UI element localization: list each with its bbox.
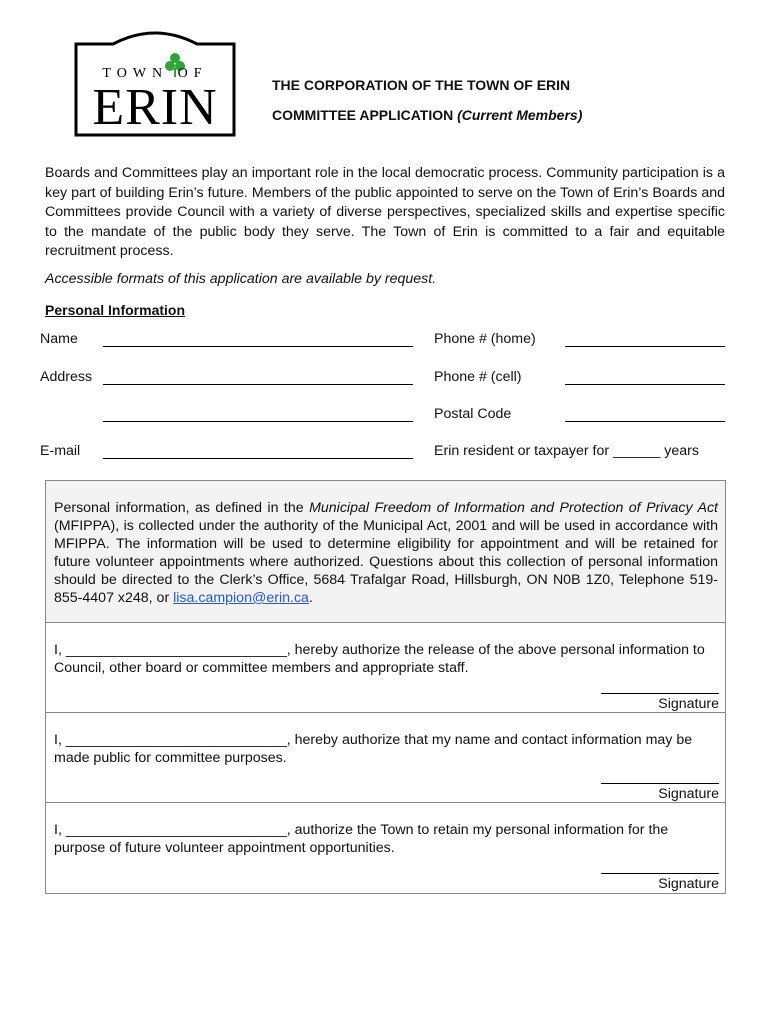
name-field[interactable] [103, 346, 413, 347]
phone-cell-field[interactable] [565, 384, 725, 385]
authorization-retain-text: I, ____________________________, authorize the Town to retain my personal information for the purpose of future volunteer appointment opportunities. [54, 822, 669, 856]
corporation-title: THE CORPORATION OF THE TOWN OF ERIN [272, 77, 571, 93]
form-title [272, 107, 582, 123]
phone-home-label: Phone # (home) [434, 331, 536, 347]
authorization-retain-box [45, 802, 726, 894]
postal-code-field[interactable] [565, 421, 725, 422]
authorization-release-box [45, 622, 726, 713]
signature-line[interactable] [601, 693, 719, 694]
clerk-email-link[interactable]: lisa.campion@erin.ca [173, 590, 309, 606]
address-field-line2[interactable] [103, 421, 413, 422]
phone-home-field[interactable] [565, 346, 725, 347]
personal-info-heading: Personal Information [45, 302, 186, 318]
notice-text-part3: . [308, 590, 313, 606]
address-field-line1[interactable] [103, 384, 413, 385]
notice-text-part1: Personal information, as defined in the [54, 500, 310, 516]
signature-label: Signature [658, 876, 719, 892]
accessible-note: Accessible formats of this application are available by request. [45, 271, 437, 287]
authorization-public-text: I, ____________________________, hereby authorize that my name and contact information may be made public for committee purposes. [54, 732, 693, 766]
privacy-notice-box [45, 480, 726, 623]
signature-line[interactable] [601, 783, 719, 784]
postal-code-label: Postal Code [434, 406, 512, 422]
logo-town-text: TOWN OF [102, 66, 208, 81]
email-field[interactable] [103, 458, 413, 459]
form-title-subtitle: (Current Members) [457, 107, 583, 123]
privacy-notice-text [54, 499, 718, 607]
intro-paragraph: Boards and Committees play an important role in the local democratic process. Community participation is a key part of building Erin’s future. Members of the public appointed to serve on the Town of Erin’s Boards and Committees provide Council with a variety of diverse perspectives, specialized skills and expertise specific to the mandate of the public body they serve. The Town of Erin is committed to a fair and equitable recruitment process. [45, 165, 725, 259]
email-label: E-mail [40, 443, 81, 459]
notice-act-name: Municipal Freedom of Information and Protection of Privacy Act [309, 500, 718, 516]
signature-label: Signature [658, 696, 719, 712]
authorization-release-text: I, ____________________________, hereby authorize the release of the above personal information to Council, other board or committee members and appropriate staff. [54, 642, 705, 676]
notice-text-part2: (MFIPPA), is collected under the authority of the Municipal Act, 2001 and will be used in accordance with MFIPPA. The information will be used to determine eligibility for appointment and will be retained for future volunteer appointments where authorized. Questions about this collection of personal information should be directed to the Clerk’s Office, 5684 Trafalgar Road, Hillsburgh, ON N0B 1Z0, Telephone 519-855-4407 x248, or [54, 518, 718, 606]
signature-label: Signature [658, 786, 719, 802]
resident-years-label: Erin resident or taxpayer for ______ years [434, 443, 699, 459]
logo-erin-text: ERIN [92, 79, 218, 136]
signature-line[interactable] [601, 873, 719, 874]
name-label: Name [40, 331, 78, 347]
town-logo [73, 30, 237, 138]
address-label: Address [40, 369, 93, 385]
phone-cell-label: Phone # (cell) [434, 369, 522, 385]
authorization-public-box [45, 712, 726, 803]
form-title-main: COMMITTEE APPLICATION [272, 107, 454, 123]
